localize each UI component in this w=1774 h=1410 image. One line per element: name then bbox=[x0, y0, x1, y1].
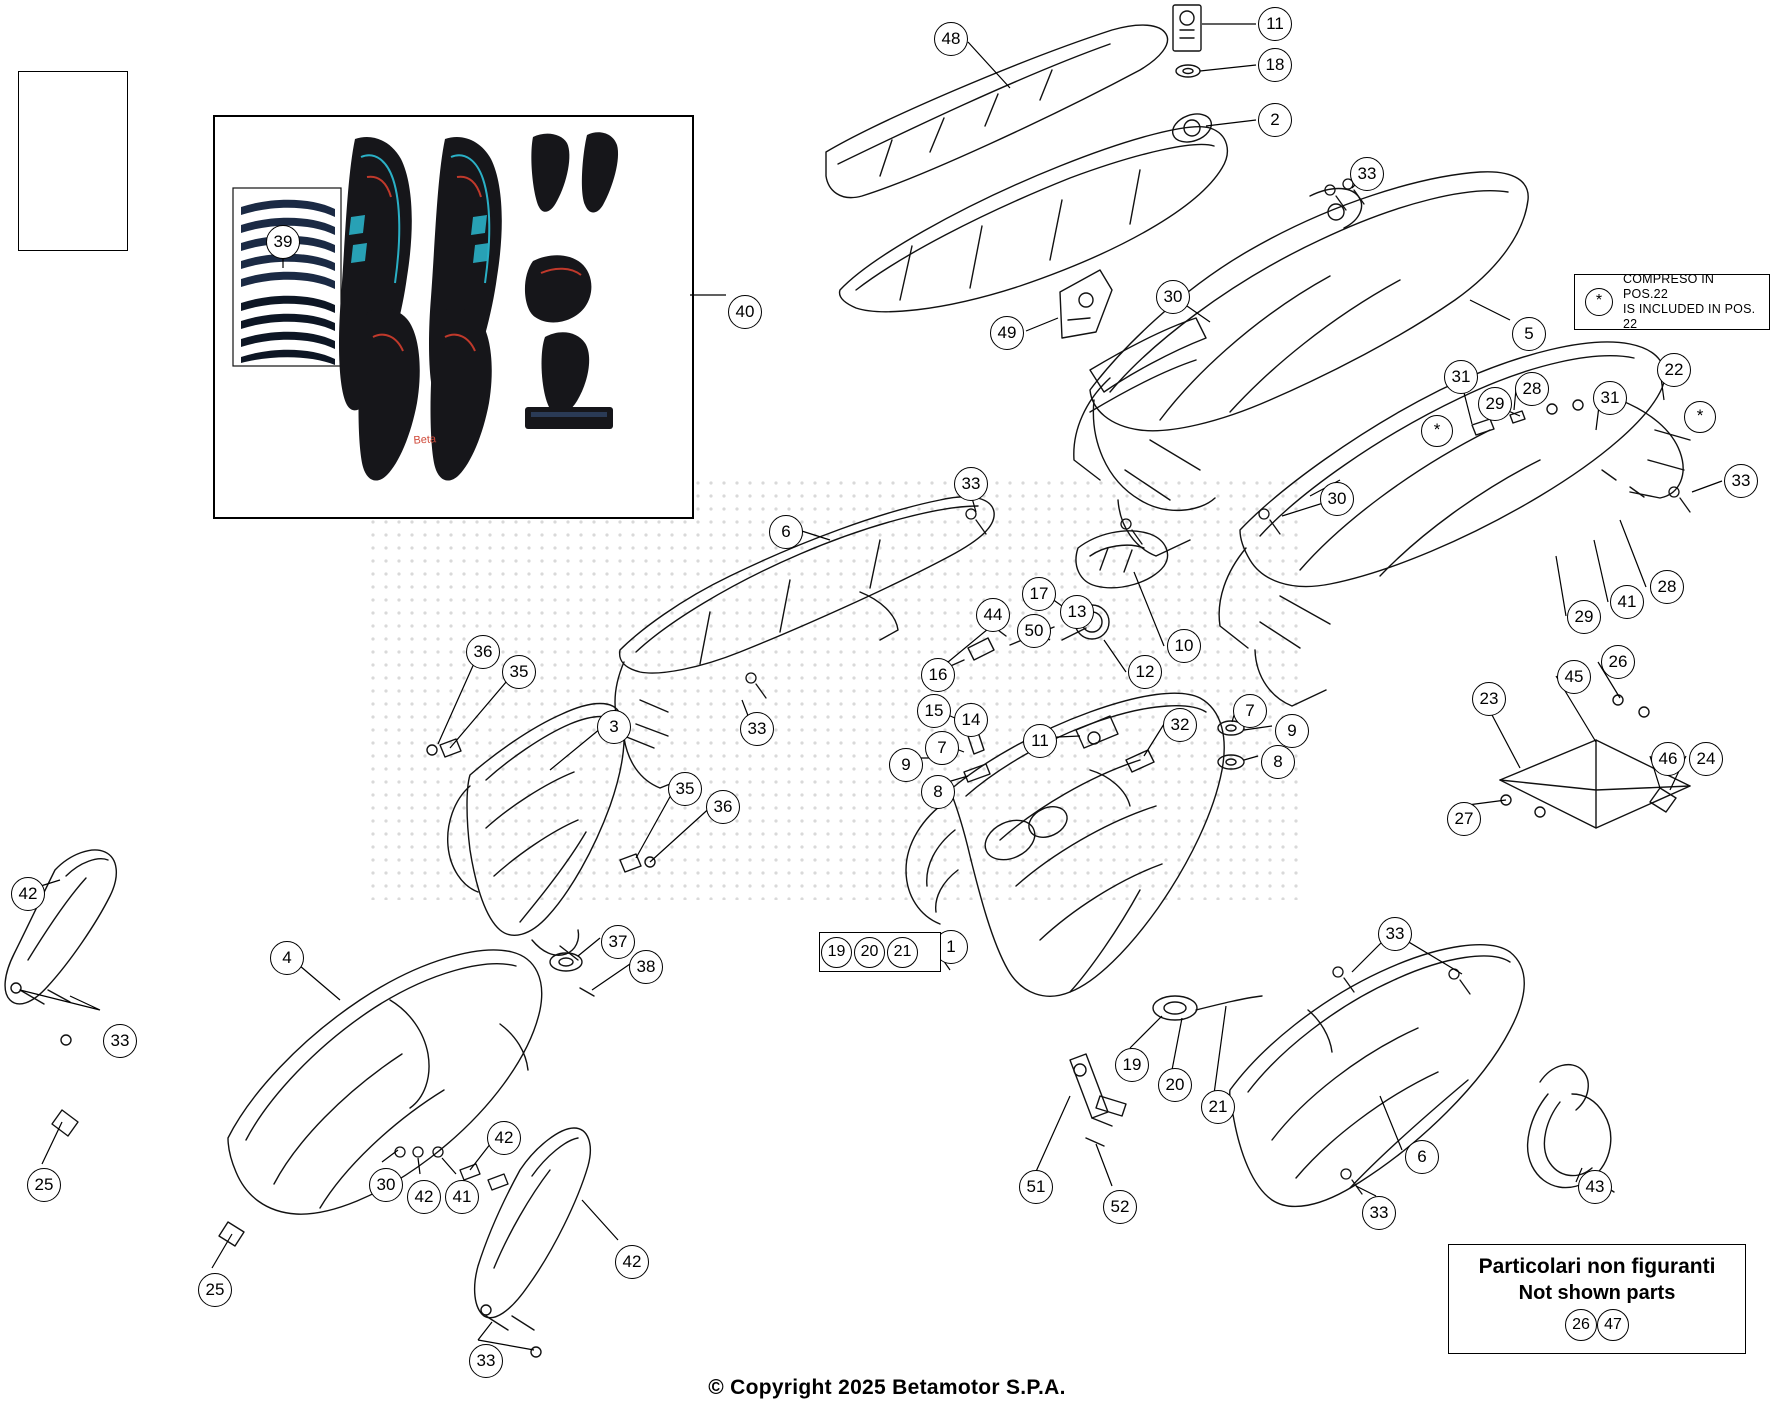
callout-balloon-51[interactable]: 51 bbox=[1019, 1170, 1053, 1204]
callout-balloon-25[interactable]: 25 bbox=[198, 1273, 232, 1307]
callout-balloon-49[interactable]: 49 bbox=[990, 316, 1024, 350]
callout-balloon-31[interactable]: 31 bbox=[1444, 360, 1478, 394]
not-shown-item-47: 47 bbox=[1597, 1309, 1629, 1341]
callout-balloon-33[interactable]: 33 bbox=[1362, 1196, 1396, 1230]
callout-balloon-41[interactable]: 41 bbox=[445, 1180, 479, 1214]
callout-balloon-14[interactable]: 14 bbox=[954, 703, 988, 737]
callout-balloon-46[interactable]: 46 bbox=[1651, 742, 1685, 776]
callout-balloon-13[interactable]: 13 bbox=[1060, 595, 1094, 629]
callout-balloon-37[interactable]: 37 bbox=[601, 925, 635, 959]
callout-balloon-30[interactable]: 30 bbox=[1320, 482, 1354, 516]
callout-balloon-33[interactable]: 33 bbox=[1724, 464, 1758, 498]
callout-balloon-32[interactable]: 32 bbox=[1163, 708, 1197, 742]
callout-balloon-33[interactable]: 33 bbox=[469, 1344, 503, 1378]
callout-balloon-7[interactable]: 7 bbox=[1233, 694, 1267, 728]
callout-balloon-36[interactable]: 36 bbox=[466, 635, 500, 669]
star-marker-left: * bbox=[1421, 415, 1453, 447]
callout-balloon-30[interactable]: 30 bbox=[1156, 280, 1190, 314]
callout-balloon-33[interactable]: 33 bbox=[740, 712, 774, 746]
callout-balloon-48[interactable]: 48 bbox=[934, 22, 968, 56]
callout-balloon-41[interactable]: 41 bbox=[1610, 585, 1644, 619]
callout-balloon-35[interactable]: 35 bbox=[502, 655, 536, 689]
star-marker-right: * bbox=[1684, 401, 1716, 433]
callout-balloon-12[interactable]: 12 bbox=[1128, 655, 1162, 689]
callout-balloon-10[interactable]: 10 bbox=[1167, 629, 1201, 663]
callout-balloon-35[interactable]: 35 bbox=[668, 772, 702, 806]
callout-balloon-42[interactable]: 42 bbox=[11, 877, 45, 911]
callout-balloon-36[interactable]: 36 bbox=[706, 790, 740, 824]
included-note-line1: COMPRESO IN POS.22 bbox=[1623, 272, 1715, 301]
callout-balloon-33[interactable]: 33 bbox=[1378, 917, 1412, 951]
callout-balloon-5[interactable]: 5 bbox=[1512, 317, 1546, 351]
callout-balloon-39[interactable]: 39 bbox=[266, 225, 300, 259]
callout-balloon-1[interactable]: 1 bbox=[934, 930, 968, 964]
graphic-kit-art bbox=[215, 117, 692, 517]
callout-balloon-25[interactable]: 25 bbox=[27, 1168, 61, 1202]
callout-balloon-11[interactable]: 11 bbox=[1023, 724, 1057, 758]
callout-balloon-31[interactable]: 31 bbox=[1593, 381, 1627, 415]
callout-balloon-3[interactable]: 3 bbox=[597, 710, 631, 744]
callout-balloon-8[interactable]: 8 bbox=[921, 775, 955, 809]
callout-balloon-19[interactable]: 19 bbox=[1115, 1048, 1149, 1082]
callout-balloon-16[interactable]: 16 bbox=[921, 658, 955, 692]
group-tag-19-20-21 bbox=[819, 932, 941, 972]
callout-balloon-11[interactable]: 11 bbox=[1258, 7, 1292, 41]
callout-balloon-52[interactable]: 52 bbox=[1103, 1190, 1137, 1224]
not-shown-item-26: 26 bbox=[1565, 1309, 1597, 1341]
callout-balloon-15[interactable]: 15 bbox=[917, 694, 951, 728]
callout-balloon-42[interactable]: 42 bbox=[407, 1180, 441, 1214]
callout-balloon-33[interactable]: 33 bbox=[103, 1024, 137, 1058]
not-shown-line2: Not shown parts bbox=[1518, 1282, 1676, 1304]
callout-balloon-40[interactable]: 40 bbox=[728, 295, 762, 329]
callout-balloon-8[interactable]: 8 bbox=[1261, 745, 1295, 779]
callout-balloon-17[interactable]: 17 bbox=[1022, 577, 1056, 611]
callout-balloon-33[interactable]: 33 bbox=[1350, 157, 1384, 191]
copyright-notice: © Copyright 2025 Betamotor S.P.A. bbox=[708, 1376, 1066, 1399]
callout-balloon-29[interactable]: 29 bbox=[1567, 600, 1601, 634]
callout-balloon-42[interactable]: 42 bbox=[487, 1121, 521, 1155]
callout-balloon-50[interactable]: 50 bbox=[1017, 614, 1051, 648]
not-shown-line1: Particolari non figuranti bbox=[1478, 1255, 1716, 1278]
callout-balloon-9[interactable]: 9 bbox=[889, 748, 923, 782]
callout-balloon-28[interactable]: 28 bbox=[1515, 372, 1549, 406]
callout-balloon-33[interactable]: 33 bbox=[954, 467, 988, 501]
callout-balloon-2[interactable]: 2 bbox=[1258, 103, 1292, 137]
callout-balloon-28[interactable]: 28 bbox=[1650, 570, 1684, 604]
callout-balloon-30[interactable]: 30 bbox=[369, 1168, 403, 1202]
callout-balloon-29[interactable]: 29 bbox=[1478, 387, 1512, 421]
callout-balloon-38[interactable]: 38 bbox=[629, 950, 663, 984]
graphic-kit-inset bbox=[213, 115, 694, 519]
callout-balloon-44[interactable]: 44 bbox=[976, 598, 1010, 632]
not-shown-parts-box bbox=[1448, 1244, 1746, 1354]
callout-balloon-20[interactable]: 20 bbox=[1158, 1068, 1192, 1102]
callout-balloon-9[interactable]: 9 bbox=[1275, 714, 1309, 748]
watermark-dot-field bbox=[370, 480, 1300, 900]
callout-balloon-6[interactable]: 6 bbox=[1405, 1140, 1439, 1174]
callout-balloon-7[interactable]: 7 bbox=[925, 731, 959, 765]
callout-balloon-42[interactable]: 42 bbox=[615, 1245, 649, 1279]
group-tag-item-20: 20 bbox=[854, 937, 885, 968]
callout-balloon-21[interactable]: 21 bbox=[1201, 1090, 1235, 1124]
included-note-line2: IS INCLUDED IN POS. 22 bbox=[1623, 302, 1756, 331]
star-symbol: * bbox=[1585, 288, 1613, 316]
svg-text:Beta: Beta bbox=[413, 433, 437, 447]
callout-balloon-26[interactable]: 26 bbox=[1601, 645, 1635, 679]
callout-balloon-27[interactable]: 27 bbox=[1447, 802, 1481, 836]
callout-balloon-4[interactable]: 4 bbox=[270, 941, 304, 975]
callout-balloon-6[interactable]: 6 bbox=[769, 515, 803, 549]
callout-balloon-43[interactable]: 43 bbox=[1578, 1170, 1612, 1204]
included-note-box bbox=[1574, 274, 1770, 330]
callout-balloon-22[interactable]: 22 bbox=[1657, 353, 1691, 387]
callout-balloon-18[interactable]: 18 bbox=[1258, 48, 1292, 82]
group-tag-item-21: 21 bbox=[887, 937, 918, 968]
callout-balloon-45[interactable]: 45 bbox=[1557, 660, 1591, 694]
group-tag-item-19: 19 bbox=[821, 937, 852, 968]
callout-balloon-23[interactable]: 23 bbox=[1472, 682, 1506, 716]
callout-balloon-24[interactable]: 24 bbox=[1689, 742, 1723, 776]
